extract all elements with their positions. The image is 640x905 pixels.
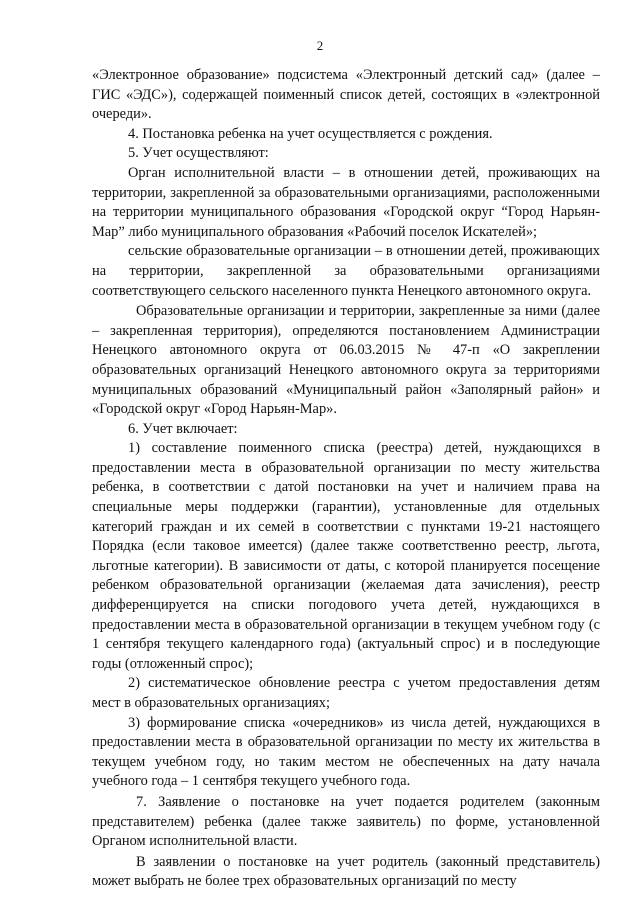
paragraph-item-6-1: 1) составление поименного списка (реестра) детей, нуждающихся в предоставлении места в образовательной организации по месту жительства ребенка, в соответствии с датой постановки на учет и наличием права на специальные меры поддержки (гарантии), установленные для отдельных категорий граждан и их семей в соответствии с пунктами 19-21 настоящего Порядка (если таковое имеется) (далее также соответственно реестр, льгота, льготные категории). В зависимости от даты, с которой планируется посещение ребенком образовательной организации (желаемая дата зачисления), реестр дифференцируется на списки погодового учета детей, нуждающихся в предоставлении места в образовательной организации в текущем учебном году (с 1 сентября текущего календарного года) (актуальный спрос) и в последующие годы (отложенный спрос); — [92, 440, 600, 672]
paragraph-continuation: «Электронное образование» подсистема «Электронный детский сад» (далее – ГИС «ЭДС»), содержащей поименный список детей, состоящих в «электронной очереди». — [92, 67, 600, 123]
paragraph-item-6-2: 2) систематическое обновление реестра с учетом предоставления детям мест в образовательных организациях; — [92, 675, 600, 711]
paragraph-item-7: 7. Заявление о постановке на учет подается родителем (законным представителем) ребенка (далее также заявитель) по форме, установленной Органом исполнительной власти. — [92, 793, 600, 850]
paragraph-rural-organizations: сельские образовательные организации – в отношении детей, проживающих на территории, закрепленной за образовательными организациями соответствующего сельского населенного пункта Ненецкого автономного округа. — [92, 243, 600, 299]
paragraph-item-4: 4. Постановка ребенка на учет осуществляется с рождения. — [128, 125, 493, 142]
paragraph-item-5: 5. Учет осуществляют: — [128, 145, 269, 162]
paragraph-item-6: 6. Учет включает: — [128, 420, 238, 437]
paragraph-executive-body: Орган исполнительной власти – в отношении детей, проживающих на территории, закрепленной за образовательными организациями, расположенными на территории муниципального образования «Городской округ “Город Нарьян-Мар” либо муниципального образования «Рабочий поселок Искателей»; — [92, 164, 600, 240]
paragraph-item-6-3: 3) формирование списка «очередников» из числа детей, нуждающихся в предоставлении места в образовательной организации по месту их жительства в текущем учебном году, но таким местом не обеспеченных на дату начала учебного года – 1 сентября текущего учебного года. — [92, 714, 600, 790]
document-body — [92, 66, 600, 892]
paragraph-application-choice: В заявлении о постановке на учет родитель (законный представитель) может выбрать не более трех образовательных организаций по месту — [92, 853, 600, 890]
paragraph-assigned-territories: Образовательные организации и территории, закрепленные за ними (далее – закрепленная территория), определяются постановлением Администрации Ненецкого автономного округа от 06.03.2015 № 47-п «О закреплении образовательных организаций Ненецкого автономного округа за территориями муниципальных образований «Муниципальный район «Заполярный район» и «Городской округ «Город Нарьян-Мар». — [92, 303, 600, 418]
page-number: 2 — [316, 38, 324, 53]
